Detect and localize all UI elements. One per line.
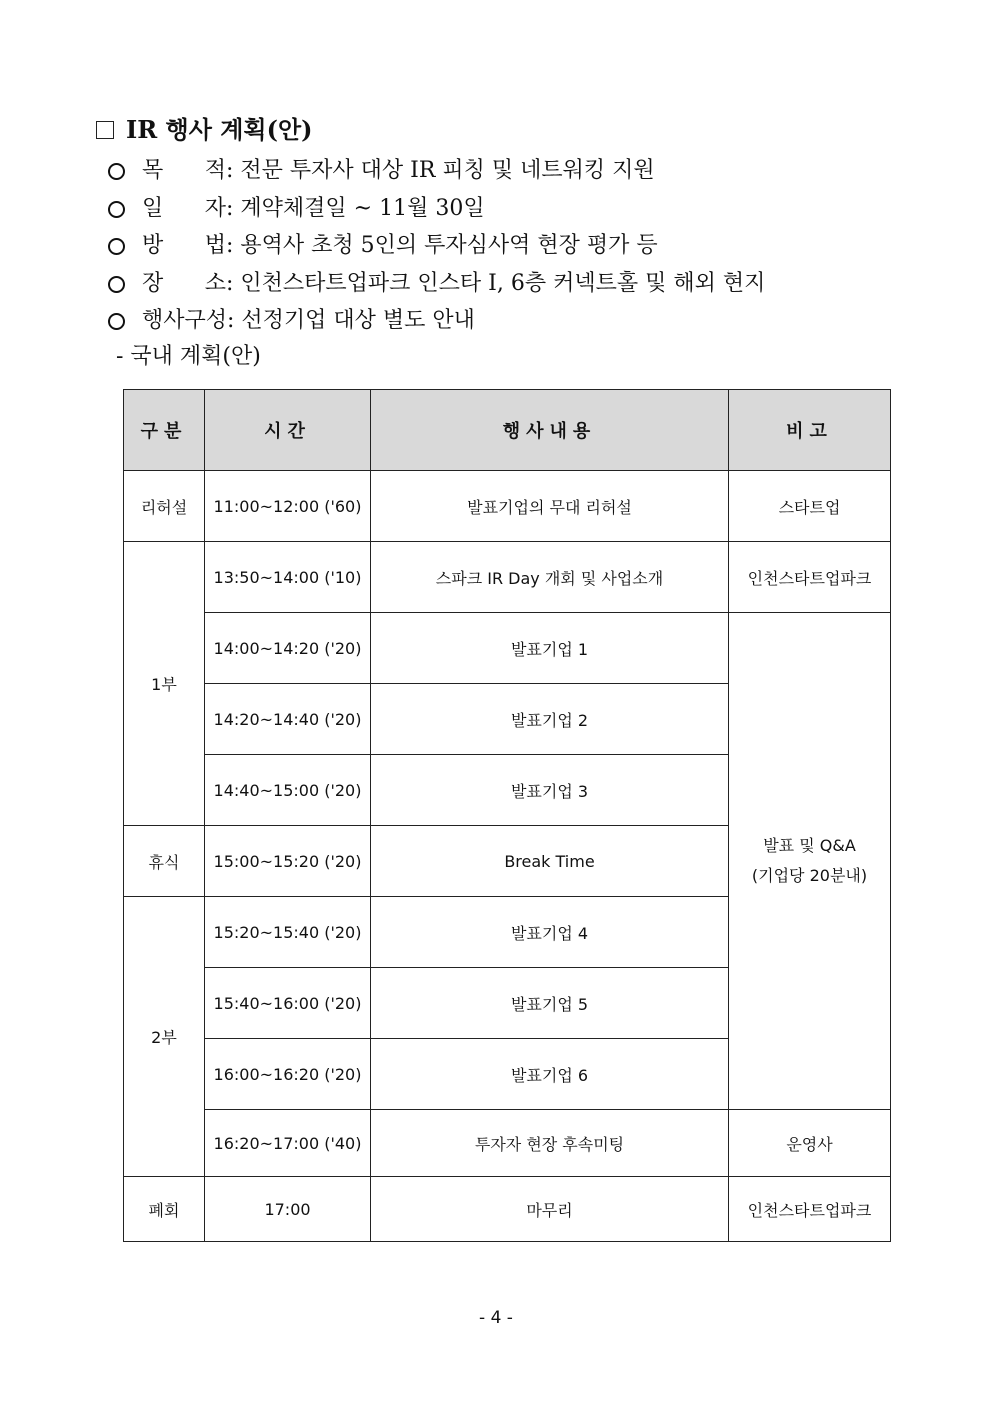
section-cell: 폐회: [124, 1177, 205, 1242]
bullet-text: 인천스타트업파크 인스타 I, 6층 커넥트홀 및 해외 현지: [240, 270, 766, 296]
circle-bullet-icon: [108, 201, 125, 218]
time-cell: 16:20~17:00 ('40): [205, 1110, 371, 1177]
note-cell: 운영사: [729, 1110, 891, 1177]
bullet-label: 장 소: [142, 270, 226, 296]
time-cell: 15:20~15:40 ('20): [205, 897, 371, 968]
content-cell: 마무리: [371, 1177, 729, 1242]
note-cell: 스타트업: [729, 471, 891, 542]
bullet-text: 용역사 초청 5인의 투자심사역 현장 평가 등: [240, 233, 658, 258]
bullet-date: 일 자 : 계약체결일 ~ 11월 30일: [108, 190, 765, 228]
table-row: [124, 542, 891, 613]
content-cell: Break Time: [371, 826, 729, 897]
bullet-purpose: 목 적 : 전문 투자사 대상 IR 피칭 및 네트워킹 지원: [108, 152, 765, 190]
content-cell: 발표기업의 무대 리허설: [371, 471, 729, 542]
table-row: [124, 613, 891, 684]
bullet-list: [108, 152, 765, 340]
section-cell: 휴식: [124, 826, 205, 897]
header-category: 구분: [124, 390, 205, 471]
content-cell: 스파크 IR Day 개회 및 사업소개: [371, 542, 729, 613]
note-cell: 인천스타트업파크: [729, 542, 891, 613]
schedule-table: [123, 389, 891, 1242]
table-row: [124, 1177, 891, 1242]
bullet-label: 일 자: [142, 195, 226, 221]
time-cell: 16:00~16:20 ('20): [205, 1039, 371, 1110]
time-cell: 17:00: [205, 1177, 371, 1242]
time-cell: 14:20~14:40 ('20): [205, 684, 371, 755]
content-cell: 발표기업 2: [371, 684, 729, 755]
sub-heading: - 국내 계획(안): [116, 344, 261, 369]
header-content: 행사내용: [371, 390, 729, 471]
content-cell: 발표기업 6: [371, 1039, 729, 1110]
circle-bullet-icon: [108, 238, 125, 255]
bullet-label: 방 법: [142, 233, 226, 258]
bullet-label: 행사구성: [142, 308, 228, 333]
content-cell: 투자자 현장 후속미팅: [371, 1110, 729, 1177]
bullet-composition: 행사구성 : 선정기업 대상 별도 안내: [108, 302, 765, 340]
page-number: - 4 -: [479, 1308, 513, 1328]
circle-bullet-icon: [108, 313, 125, 330]
bullet-text: 계약체결일 ~ 11월 30일: [240, 195, 485, 221]
time-cell: 13:50~14:00 ('10): [205, 542, 371, 613]
section-cell: 리허설: [124, 471, 205, 542]
bullet-method: 방 법 : 용역사 초청 5인의 투자심사역 현장 평가 등: [108, 227, 765, 265]
time-cell: 14:40~15:00 ('20): [205, 755, 371, 826]
checkbox-square-icon: [96, 121, 114, 139]
section-title: IR 행사 계획(안): [96, 112, 313, 148]
table-header-row: [124, 390, 891, 471]
section-cell: 2부: [124, 897, 205, 1177]
content-cell: 발표기업 5: [371, 968, 729, 1039]
section-cell: 1부: [124, 542, 205, 826]
content-cell: 발표기업 3: [371, 755, 729, 826]
bullet-text: 전문 투자사 대상 IR 피칭 및 네트워킹 지원: [240, 158, 655, 183]
table-row: [124, 1110, 891, 1177]
note-cell: 인천스타트업파크: [729, 1177, 891, 1242]
content-cell: 발표기업 4: [371, 897, 729, 968]
circle-bullet-icon: [108, 276, 125, 293]
content-cell: 발표기업 1: [371, 613, 729, 684]
bullet-label: 목 적: [142, 158, 226, 183]
note-cell-merged: 발표 및 Q&A (기업당 20분내): [729, 613, 891, 1110]
header-note: 비고: [729, 390, 891, 471]
header-time: 시간: [205, 390, 371, 471]
circle-bullet-icon: [108, 163, 125, 180]
bullet-place: 장 소 : 인천스타트업파크 인스타 I, 6층 커넥트홀 및 해외 현지: [108, 265, 765, 303]
table-row: [124, 471, 891, 542]
time-cell: 11:00~12:00 ('60): [205, 471, 371, 542]
bullet-text: 선정기업 대상 별도 안내: [241, 308, 475, 333]
time-cell: 15:40~16:00 ('20): [205, 968, 371, 1039]
time-cell: 15:00~15:20 ('20): [205, 826, 371, 897]
time-cell: 14:00~14:20 ('20): [205, 613, 371, 684]
